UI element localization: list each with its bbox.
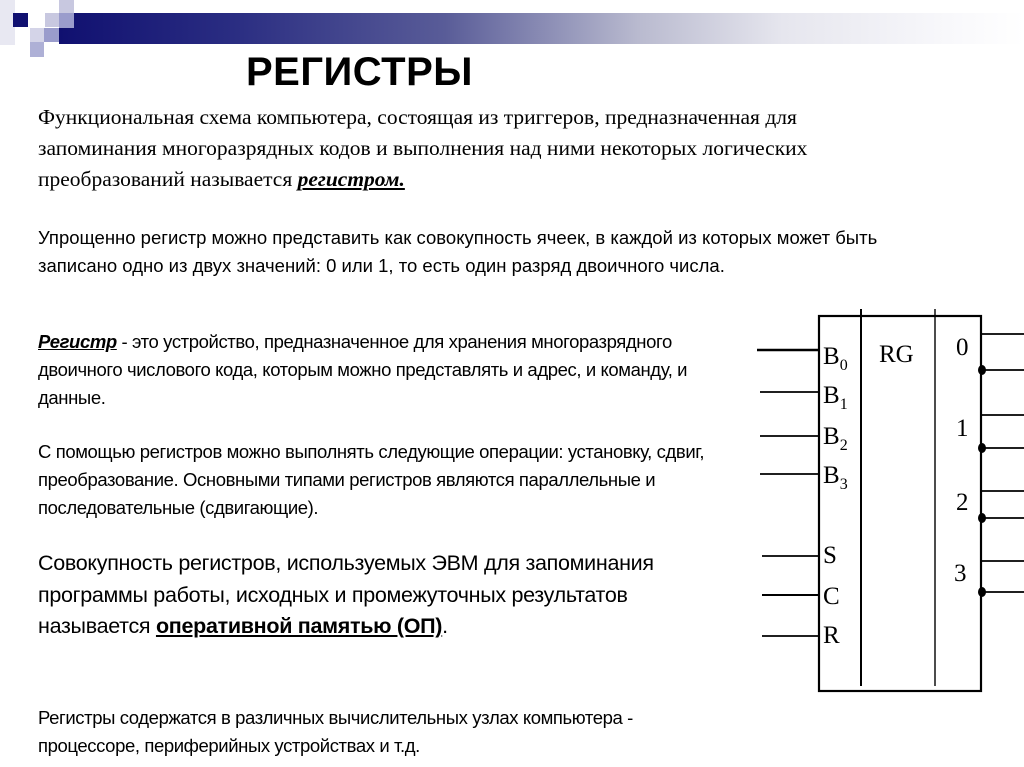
page-title: РЕГИСТРЫ: [246, 50, 473, 94]
ram-term: оперативной памятью (ОП): [155, 614, 443, 638]
ram-text: Совокупность регистров, используемых ЭВМ для запоминания программы работы, исходных и промежуточных результатов называется: [38, 551, 654, 638]
inversion-dot-icon: [978, 513, 986, 523]
output-label-1: 1: [956, 415, 969, 442]
input-label-b0: $B_0$: [823, 343, 848, 374]
definition-term: регистром.: [297, 167, 405, 191]
paragraph-location: Регистры содержатся в различных вычислительных узлах компьютера - процессоре, периферийных устройствах и т.д.: [38, 707, 633, 756]
block-label: RG: [879, 341, 914, 368]
input-label-b3: $B_3$: [823, 462, 848, 493]
inversion-dot-icon: [978, 587, 986, 597]
input-label-b2: $B_2$: [823, 423, 848, 454]
inversion-dot-icon: [978, 365, 986, 375]
paragraph-operations: С помощью регистров можно выполнять следующие операции: установку, сдвиг, преобразование. Основными типами регистров являются параллельные и последовательные (сдвигающие).: [38, 441, 705, 518]
ram-text-end: .: [442, 614, 448, 638]
output-label-2: 2: [956, 489, 969, 516]
register-term: Регистр: [38, 331, 117, 352]
output-label-3: 3: [954, 560, 967, 587]
inversion-dot-icon: [978, 443, 986, 453]
input-label-r: R: [823, 622, 840, 649]
input-label-s: S: [823, 542, 837, 569]
paragraph-cells: Упрощенно регистр можно представить как совокупность ячеек, в каждой из которых может быть записано одно из двух значений: 0 или 1, то есть один разряд двоичного числа.: [38, 227, 878, 276]
input-label-c: C: [823, 583, 840, 610]
output-label-0: 0: [956, 334, 969, 361]
register-text: - это устройство, предназначенное для хранения многоразрядного двоичного числового кода, которым можно представлять и адрес, и команду, и данные.: [38, 331, 688, 408]
input-label-b1: $B_1$: [823, 382, 848, 413]
definition-text: Функциональная схема компьютера, состоящая из триггеров, предназначенная для запоминания многоразрядных кодов и выполнения над ними некоторых логических преобразований называется: [38, 105, 808, 191]
